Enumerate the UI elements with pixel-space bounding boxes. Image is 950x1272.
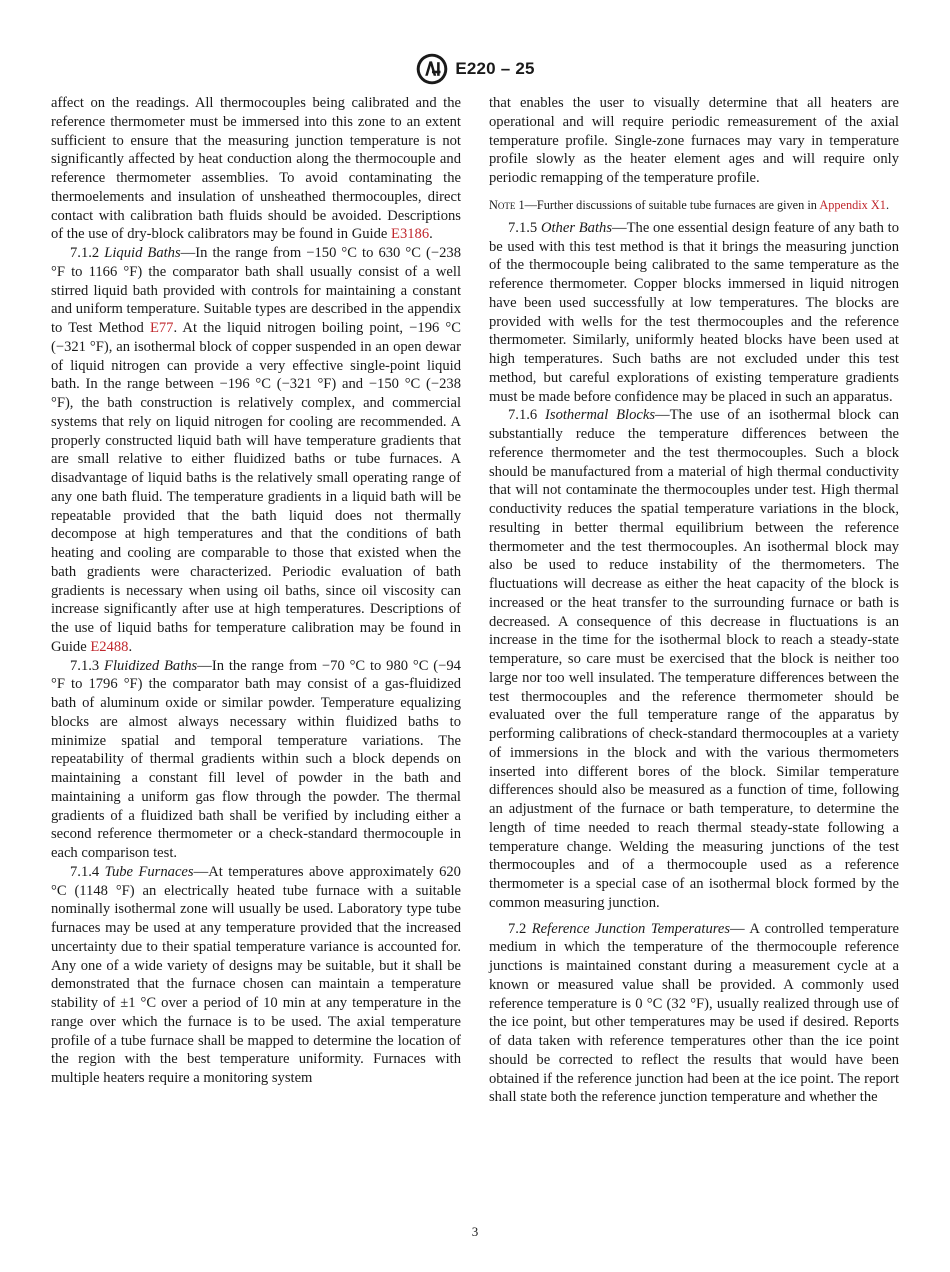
paragraph-7-1-4-continued: that enables the user to visually determine that all heaters are operational and will require periodic remeasurement of the axial temperature profile. Single-zone furnaces may vary in temperature profile slowly as the heater element ages and will require only periodic remapping of the temperature profile. <box>489 95 899 186</box>
standard-designation: E220 – 25 <box>455 59 535 78</box>
paragraph-7-1-4: 7.1.4 Tube Furnaces—At temperatures above approximately 620 °C (1148 °F) an electrically heated tube furnace with a suitable nominally isothermal zone will usually be used. Laboratory type tube furnaces may be used at any temperature provided that the increased uncertainty due to their spatial temperature variance is accounted for. Any one of a wide variety of designs may be suitable, but it shall be demonstrated that the furnace chosen can maintain a temperature stability of ±1 °C over a period of 10 min at any temperature in the range over which the furnace is to be used. The axial temperature profile of a tube furnace shall be mapped to determine the location of the region with the best temperature uniformity. Furnaces with multiple heaters require a monitoring system <box>51 863 461 1086</box>
ref-link-appendix-x1[interactable]: Appendix X1 <box>819 197 886 212</box>
paragraph-7-1-2: 7.1.2 Liquid Baths—In the range from −150 °C to 630 °C (−238 °F to 1166 °F) the comparator bath shall usually consist of a well stirred liquid bath provided with controls for maintaining a constant and uniform temperature. Suitable types are described in the appendix to Test Method E77. At the liquid nitrogen boiling point, −196 °C (−321 °F), an isothermal block of copper suspended in an open dewar of liquid nitrogen can provide a very effective single-point liquid bath. In the range between −196 °C (−321 °F) and −150 °C (−238 °F), the bath construction is relatively complex, and commercial systems that rely on liquid nitrogen for cooling are recommended. A properly constructed liquid bath will have temperature gradients that are small relative to either fluidized baths or tube furnaces. A disadvantage of liquid baths is the relatively small operating range of any one bath fluid. The temperature gradients in a liquid bath will be repeatable provided that the bath liquid does not thermally decompose at high temperatures and that the conditions of bath heating and cooling are comparable to those that existed when the bath gradients were characterized. Periodic evaluation of bath gradients is necessary when using oil baths, since oil viscosity can increase significantly after use at high temperatures. Descriptions of the use of liquid baths for temperature calibration may be found in Guide E2488. <box>51 245 461 655</box>
note-1: Note 1—Further discussions of suitable tube furnaces are given in Appendix X1. <box>489 197 890 212</box>
section-title-reference-junction-temperatures: Reference Junction Temperatures <box>531 920 731 937</box>
note-label: Note 1 <box>489 197 525 212</box>
section-title-fluidized-baths: Fluidized Baths <box>104 657 198 674</box>
page-number: 3 <box>471 1224 479 1239</box>
astm-logo-icon <box>415 52 449 86</box>
paragraph-7-1-1-continued: affect on the readings. All thermocouples being calibrated and the reference thermometer must be immersed into this zone to an extent sufficient to ensure that the measuring junction temperature is not significantly affected by heat conduction along the thermocouple and reference thermometer assemblies. To avoid contaminating the thermoelements and insulation of unsheathed thermocouples, direct contact with calibration bath fluids should be avoided. Descriptions of the use of dry-block calibrators may be found in Guide E3186. <box>51 95 461 243</box>
paragraph-7-2: 7.2 Reference Junction Temperatures— A controlled temperature medium in which the temperature of the thermocouple reference junctions is maintained constant during a measurement cycle at a known or measured value shall be provided. A commonly used reference temperature is 0 °C (32 °F), usually realized through use of the ice point, but other temperatures may be used if desired. Reports of data taken with reference temperatures other than the ice point should be corrected to reflect the results that would have been obtained if the reference junction had been at the ice point. The report shall state both the reference junction temperature and whether the <box>489 920 899 1106</box>
paragraph-7-1-5: 7.1.5 Other Baths—The one essential design feature of any bath to be used with this test method is that it brings the measuring junction of the thermocouple being calibrated to the same temperature as the reference thermometer. Copper blocks immersed in liquid nitrogen have been used successfully at low temperatures. The blocks are provided with wells for the test thermocouples and the reference thermometer. Similarly, uniformly heated blocks have been used at high temperatures. Such baths are not excluded under this test method, but careful explorations of existing temperature gradients must be made before confidence may be placed in such an apparatus. <box>489 219 899 405</box>
section-title-isothermal-blocks: Isothermal Blocks <box>545 407 656 424</box>
ref-link-e2488[interactable]: E2488 <box>90 638 129 655</box>
section-title-other-baths: Other Baths <box>540 219 613 236</box>
right-column <box>489 94 899 1107</box>
ref-link-e77[interactable]: E77 <box>149 320 174 336</box>
paragraph-7-1-6: 7.1.6 Isothermal Blocks—The use of an isothermal block can substantially reduce the temperature differences between the reference thermometer and the test thermocouples. Such a block should be manufactured from a material of high thermal conductivity that will not contaminate the thermocouples under test. High thermal conductivity reduces the spatial temperature variations in the block, resulting in better thermal equilibrium between the reference thermometer and the test thermocouples. An isothermal block may also be used to reduce instability of the thermometers. The fluctuations will decrease as either the heat capacity of the block is increased or the heat transfer to the surrounding furnace or bath is decreased. A consequence of this decrease in fluctuations is an increase in the time for the isothermal block to reach a steady-state temperature, so care must be exercised that the block is neither too large nor too well insulated. The temperature differences between the test thermocouples and the reference thermometer should be evaluated over the full temperature range of the apparatus by performing calibrations of check-standard thermocouples at a variety of immersions in the block and with the various thermometers inserted into different bores of the block. Similar temperature differences should also be measured as a function of time, following an adjustment of the furnace or bath temperature, to determine the length of time needed to reach thermal steady-state following a temperature change. Welding the measuring junctions of the test thermocouples and of a thermocouple used as a reference thermometer is a special case of an isothermal block formed by the common measuring junction. <box>489 407 899 911</box>
section-title-tube-furnaces: Tube Furnaces <box>104 863 194 880</box>
page-header <box>0 52 950 86</box>
left-column <box>51 94 461 1088</box>
section-title-liquid-baths: Liquid Baths <box>104 245 181 261</box>
paragraph-7-1-3: 7.1.3 Fluidized Baths—In the range from −70 °C to 980 °C (−94 °F to 1796 °F) the comparator bath may consist of a gas-fluidized bath of aluminum oxide or similar powder. Temperature equalizing blocks are almost always necessary within fluidized baths to minimize spatial and temporal temperature variations. The repeatability of thermal gradients within such a block depends on maintaining a constant fill level of powder in the bath and maintaining a uniform gas flow through the powder. The thermal gradients of a fluidized bath shall be verified by including either a second reference thermometer or a check-standard thermocouple in each comparison test. <box>51 657 461 861</box>
ref-link-e3186[interactable]: E3186 <box>391 226 430 243</box>
section-spacer <box>489 913 899 920</box>
